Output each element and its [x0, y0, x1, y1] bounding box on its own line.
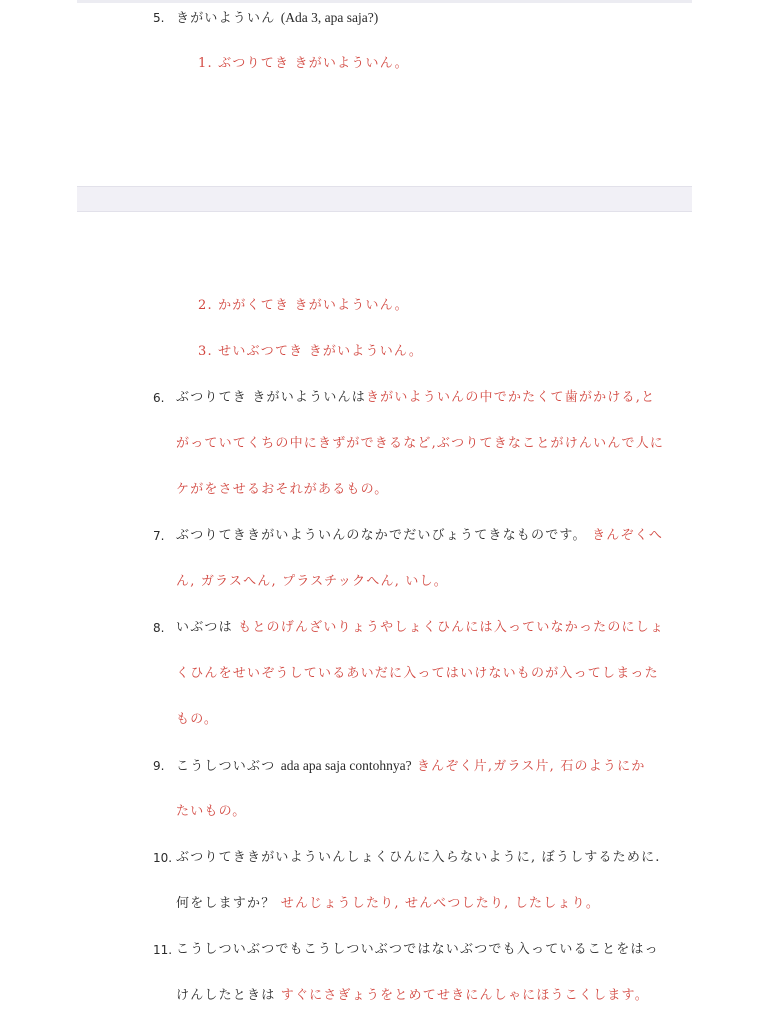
question-6-line-1	[176, 388, 655, 408]
answer-5-1-num: 1.	[198, 56, 213, 71]
answer-6-line-1: きがいよういんの中でかたくて歯がかける,と	[365, 390, 656, 405]
question-number-11: 11.	[153, 943, 173, 957]
answer-7-line-1: きんぞくへ	[592, 528, 664, 543]
question-number-7: 7.	[153, 529, 165, 543]
question-5-text	[176, 8, 378, 29]
answer-6-line-2: がっていてくちの中にきずができるなど,ぶつりてきなことがけんいんで人に	[176, 436, 665, 451]
answer-5-3	[198, 342, 423, 362]
question-9-latin: ada apa saja contohnya?	[280, 758, 412, 773]
question-9-jp: こうしついぶつ	[176, 759, 276, 774]
question-10-line-2	[176, 894, 600, 914]
question-7-line-1	[176, 526, 663, 546]
answer-5-1	[198, 54, 409, 74]
answer-5-3-text: せいぶつてき きがいよういん。	[218, 344, 424, 359]
answer-8-line-1: もとのげんざいりょうやしょくひんには入っていなかったのにしょ	[238, 620, 665, 635]
question-5-latin: (Ada 3, apa saja?)	[280, 10, 379, 25]
question-8-text: いぶつは	[176, 620, 233, 635]
question-number-5: 5.	[153, 11, 165, 25]
question-6-text: ぶつりてき きがいよういんは	[176, 390, 366, 405]
answer-6-line-3: ケがをさせるおそれがあるもの。	[176, 482, 389, 497]
answer-5-3-num: 3.	[198, 344, 213, 359]
question-10-line-1: ぶつりてききがいよういんしょくひんに入らないように, ぼうしするために.	[176, 850, 661, 865]
question-11-line-2	[176, 986, 649, 1006]
question-10-text-2: 何をしますか？	[176, 896, 276, 911]
page-top-edge	[77, 0, 692, 3]
question-11-line-1: こうしついぶつでもこうしついぶつではないぶつでも入っていることをはっ	[176, 942, 659, 957]
answer-5-2-num: 2.	[198, 298, 213, 313]
question-8-line-1	[176, 618, 664, 638]
page-break	[77, 186, 692, 212]
answer-7-line-2: ん, ガラスへん, プラスチックへん, いし。	[176, 574, 448, 589]
answer-9-line-2: たいもの。	[176, 804, 247, 819]
answer-8-line-2: くひんをせいぞうしているあいだに入ってはいけないものが入ってしまった	[176, 666, 659, 681]
question-5-jp: きがいよういん	[176, 11, 276, 26]
question-9-line-1	[176, 756, 646, 777]
question-number-10: 10.	[153, 851, 173, 865]
answer-9-line-1: きんぞく片,ガラス片, 石のようにか	[416, 759, 646, 774]
question-number-6: 6.	[153, 391, 165, 405]
answer-10: せんじょうしたり, せんべつしたり, したしょり。	[280, 896, 601, 911]
answer-5-1-text: ぶつりてき きがいよういん。	[218, 56, 409, 71]
answer-5-2-text: かがくてき きがいよういん。	[218, 298, 409, 313]
question-number-8: 8.	[153, 621, 165, 635]
question-11-text-2: けんしたときは	[176, 988, 276, 1003]
answer-11: すぐにさぎょうをとめてせきにんしゃにほうこくします。	[280, 988, 649, 1003]
answer-8-line-3: もの。	[176, 712, 219, 727]
question-number-9: 9.	[153, 759, 165, 773]
answer-5-2	[198, 296, 409, 316]
question-7-text: ぶつりてききがいよういんのなかでだいびょうてきなものです。	[176, 528, 587, 543]
